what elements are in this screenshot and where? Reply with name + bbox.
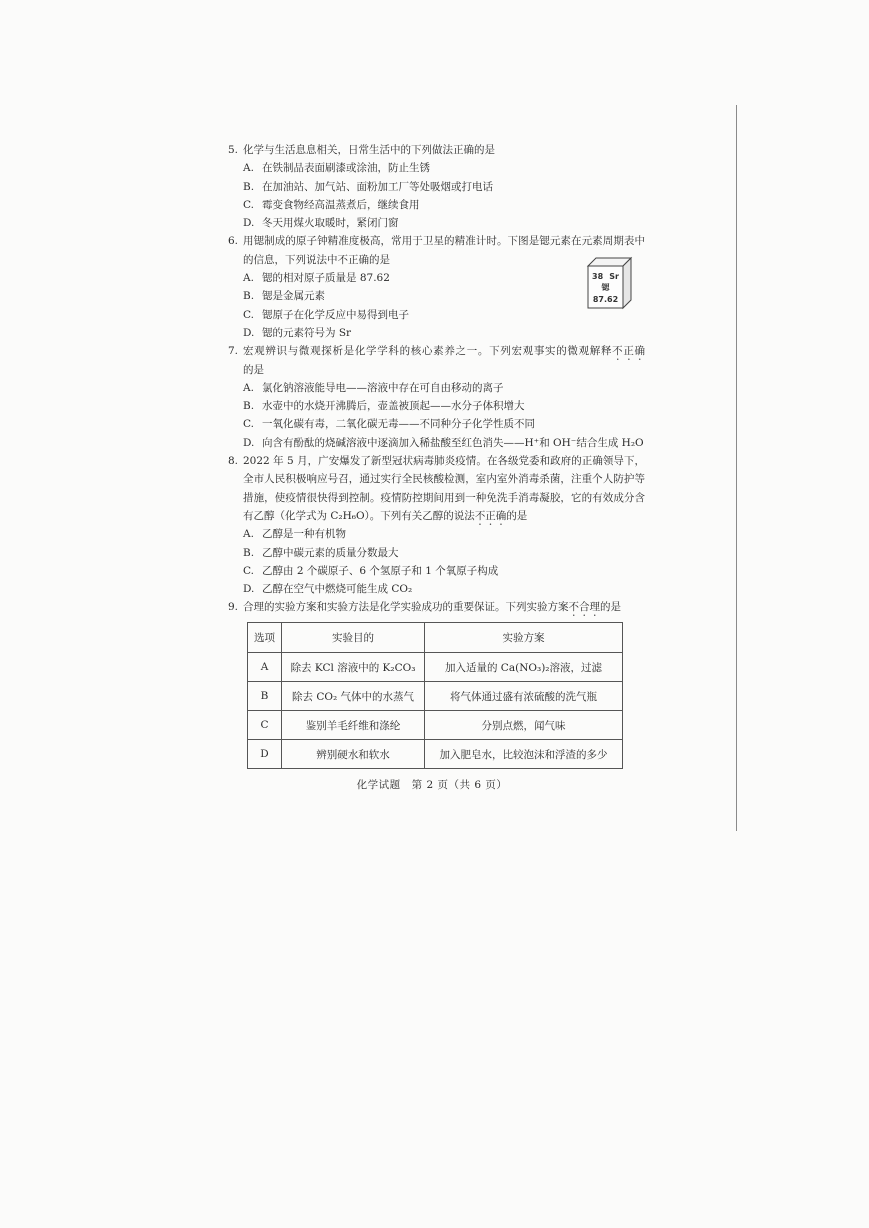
option-text: 在加油站、加气站、面粉加工厂等处吸烟或打电话 [262,180,493,193]
option-a [0,379,869,397]
question-stem-line [0,141,869,159]
option-text: 霉变食物经高温蒸煮后，继续食用 [262,198,420,211]
option-text: 氯化钠溶液能导电——溶液中存在可自由移动的离子 [262,381,504,394]
question-stem: 措施，使疫情很快得到控制。疫情防控期间用到一种免洗手消毒凝胶，它的有效成分含 [243,491,645,504]
option-text: 锶的相对原子质量是 87.62 [262,272,390,285]
option-d [0,214,869,232]
option-text: 乙醇中碳元素的质量分数最大 [262,546,399,559]
question-stem-line [0,452,869,470]
table-cell: C [248,711,282,740]
stem-text: 有乙醇（化学式为 C₂H₆O）。下列有关乙醇的说法 [243,509,475,522]
question-stem-line [0,489,869,507]
stem-emphasis: 不正确 [474,509,507,522]
question-list [0,141,869,617]
table-row [248,682,623,711]
table-cell: 除去 CO₂ 气体中的水蒸气 [282,682,425,711]
option-d [0,580,869,598]
question-stem: 的是 [243,363,264,376]
option-c [0,562,869,580]
stem-text: 宏观辨识与微观探析是化学学科的核心素养之一。下列宏观事实的微观解释 [243,345,613,358]
question-stem: 化学与生活息息相关，日常生活中的下列做法正确的是 [243,144,495,156]
option-c [0,306,869,324]
question-stem [243,598,621,619]
table-cell: A [248,653,282,682]
question-stem-line [0,470,869,488]
element-name: 锶 [601,283,610,292]
option-a [0,525,869,543]
table-row [248,711,623,740]
option-label: B. [243,290,255,303]
question-8 [0,452,869,598]
table-cell: 加入适量的 Ca(NO₃)₂溶液，过滤 [425,653,623,682]
option-text: 一氧化碳有毒，二氧化碳无毒——不同种分子化学性质不同 [262,418,535,431]
question-stem: 用锶制成的原子钟精准度极高，常用于卫星的精准计时。下图是锶元素在元素周期表中 [243,235,645,248]
option-text: 在铁制品表面刷漆或涂油，防止生锈 [262,162,430,175]
table-cell: 鉴别羊毛纤维和涤纶 [282,711,425,740]
option-text: 乙醇在空气中燃烧可能生成 CO₂ [262,583,413,596]
table-row [248,653,623,682]
option-text: 锶的元素符号为 Sr [262,326,352,339]
option-b [0,397,869,415]
question-stem-line [0,251,869,269]
experiment-table [247,622,623,769]
table-cell: 分别点燃，闻气味 [425,711,623,740]
question-7 [0,342,869,452]
option-label: B. [243,180,255,193]
table-row [248,740,623,769]
option-label: D. [243,326,255,339]
option-a [0,159,869,177]
stem-emphasis: 不合理 [568,601,600,614]
stem-text: 的是 [506,509,528,522]
option-label: D. [243,583,255,596]
question-stem-line [0,598,869,616]
option-d [0,324,869,342]
element-atomic-number: 38 [592,272,604,281]
option-label: A. [243,162,254,175]
option-text: 乙醇是一种有机物 [262,528,346,541]
option-a [0,269,869,287]
option-b [0,178,869,196]
table-cell: B [248,682,282,711]
option-text: 冬天用煤火取暖时，紧闭门窗 [262,217,399,230]
question-9 [0,598,869,616]
option-label: A. [243,528,254,541]
option-label: D. [243,436,255,449]
question-number: 8. [228,455,239,468]
question-stem-line [0,342,869,360]
option-b [0,287,869,305]
stem-text: 的是 [600,601,621,614]
element-symbol: Sr [609,272,619,281]
option-b [0,544,869,562]
table-header: 选项 [248,623,282,653]
page-footer: 化学试题 第 2 页（共 6 页） [356,779,508,791]
question-number: 9. [228,601,239,614]
option-c [0,415,869,433]
element-card [586,255,634,311]
question-number: 6. [228,235,239,248]
table-header-row [248,623,623,653]
option-label: B. [243,400,255,413]
option-text: 锶原子在化学反应中易得到电子 [262,308,409,321]
option-text: 锶是金属元素 [262,290,325,303]
table-cell: 将气体通过盛有浓硫酸的洗气瓶 [425,682,623,711]
question-stem: 的信息，下列说法中不正确的是 [243,253,390,266]
question-number: 7. [228,345,239,358]
question-6 [0,232,869,342]
option-label: C. [243,308,254,321]
option-text: 乙醇由 2 个碳原子、6 个氢原子和 1 个氧原子构成 [262,564,499,577]
question-stem: 2022 年 5 月，广安爆发了新型冠状病毒肺炎疫情。在各级党委和政府的正确领导下， [243,455,645,468]
option-label: A. [243,272,254,285]
option-label: C. [243,418,254,431]
question-stem-line [0,507,869,525]
question-stem-line [0,361,869,379]
option-text: 向含有酚酞的烧碱溶液中逐滴加入稀盐酸至红色消失——H⁺和 OH⁻结合生成 H₂O [262,436,644,449]
option-c [0,196,869,214]
table-cell: 辨别硬水和软水 [282,740,425,769]
question-number: 5. [228,144,239,156]
option-label: A. [243,381,254,394]
element-atomic-mass: 87.62 [592,295,619,304]
option-label: C. [243,564,254,577]
question-stem-line [0,232,869,250]
table-cell: 除去 KCl 溶液中的 K₂CO₃ [282,653,425,682]
stem-text: 合理的实验方案和实验方法是化学实验成功的重要保证。下列实验方案 [243,601,569,614]
element-card-side-face [623,258,631,308]
option-d [0,434,869,452]
stem-emphasis: 不正确 [612,345,646,358]
option-label: D. [243,217,255,230]
table-header: 实验方案 [425,623,623,653]
question-5 [0,141,869,232]
table-cell: 加入肥皂水，比较泡沫和浮渣的多少 [425,740,623,769]
table-header: 实验目的 [282,623,425,653]
table-cell: D [248,740,282,769]
question-stem: 全市人民积极响应号召，通过实行全民核酸检测，室内室外消毒杀菌，注重个人防护等 [243,473,645,486]
option-label: C. [243,198,254,211]
option-text: 水壶中的水烧开沸腾后，壶盖被顶起——水分子体积增大 [262,400,525,413]
option-label: B. [243,546,255,559]
